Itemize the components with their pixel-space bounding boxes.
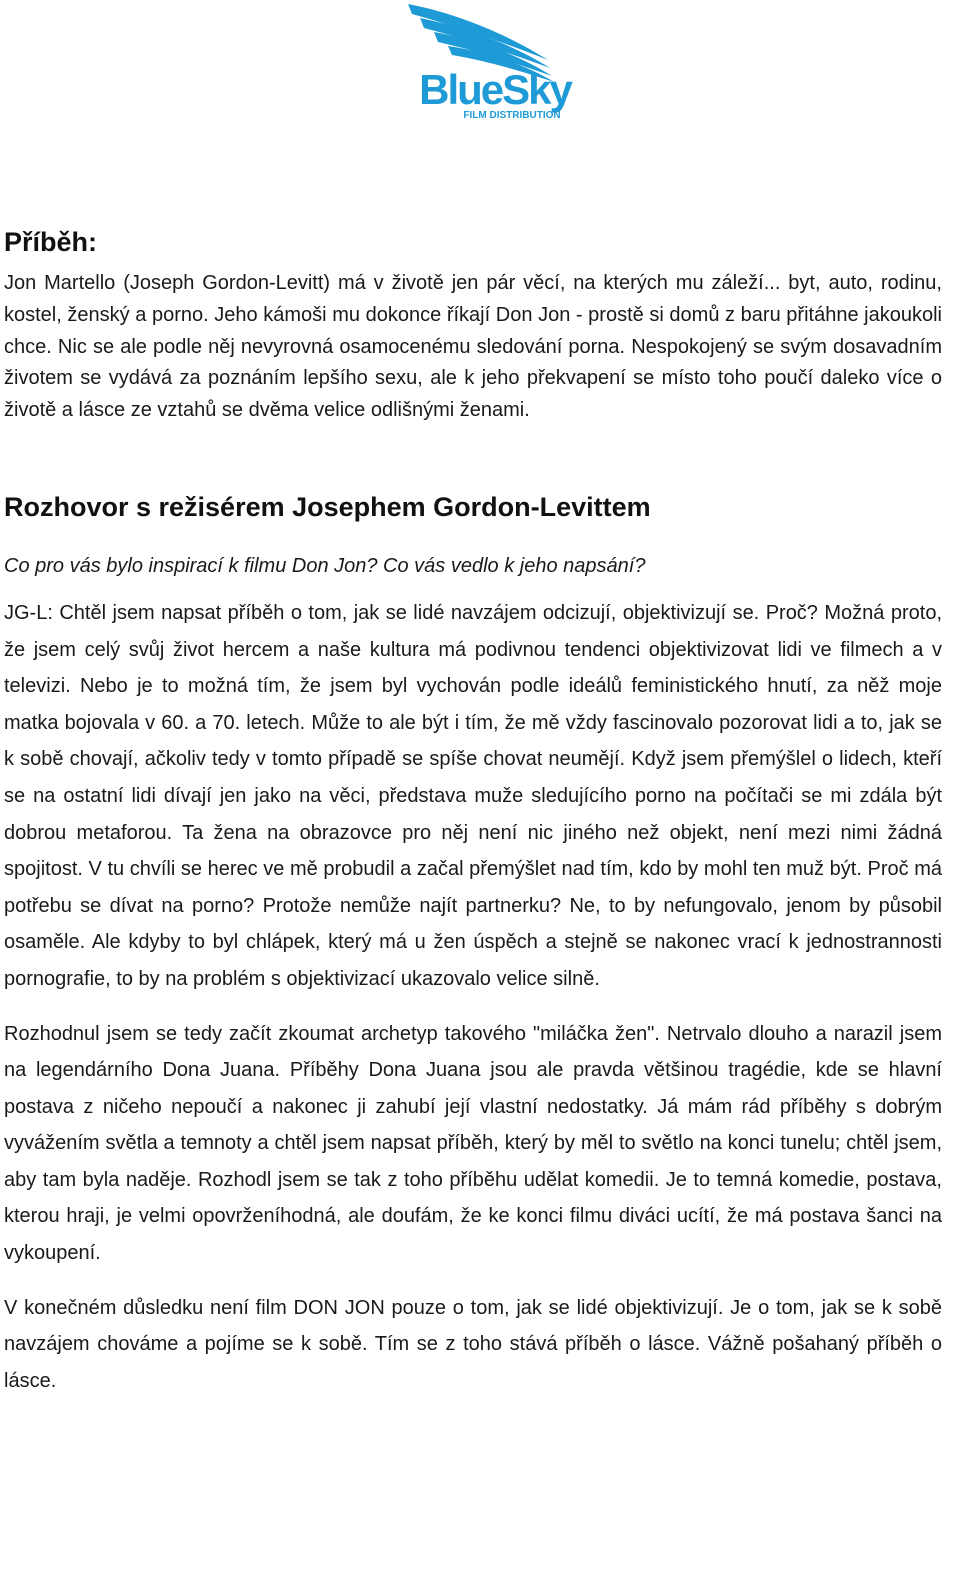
answer-1-text: Chtěl jsem napsat příběh o tom, jak se lidé navzájem odcizují, objektivizují se. Proč? Možná proto, že jsem celý svůj život hercem a naše kultura má podivnou tendenci objektivizovat lidi ve filmech a v televizi. Nebo je to možná tím, že jsem byl vychován podle ideálů feministického hnutí, za něž moje matka bojovala v 60. a 70. letech. Může to ale být i tím, že mě vždy fascinovalo pozorovat lidi a to, jak se k sobě chovají, ačkoliv tedy v tomto případě se spíše chovat neumějí. Když jsem přemýšlel o lidech, kteří se na ostatní lidi dívají jen jako na věci, představa muže sledujícího porno na počítači se mi zdála být dobrou metaforou. Ta žena na obrazovce pro něj není nic jiného než objekt, není mezi nimi žádná spojitost. V tu chvíli se herec ve mě probudil a začal přemýšlet nad tím, kdo by mohl ten muž být. Proč má potřebu se dívat na porno? Protože nemůže najít partnerku? Ne, to by nefungovalo, jenom by působil osaměle. Ale kdyby to byl chlápek, který má u žen úspěch a stejně se nakonec vrací k jednostrannosti pornografie, to by na problém s objektivizací ukazovalo velice silně. bbox=[4, 601, 942, 990]
bluesky-logo-graphic bbox=[390, 0, 600, 128]
interview-answer-2: Rozhodnul jsem se tedy začít zkoumat archetyp takového "miláčka žen". Netrvalo dlouho a narazil jsem na legendárního Dona Juana. Příběhy Dona Juana jsou ale pravda většinou tragédie, kde se hlavní postava z ničeho nepoučí a nakonec ji zahubí její vlastní nedostatky. Já mám rád příběhy s dobrým vyvážením světla a temnoty a chtěl jsem napsat příběh, který by měl to světlo na konci tunelu; chtěl jsem, aby tam byla naděje. Rozhodl jsem se tak z toho příběhu udělat komedii. Je to temná komedie, postava, kterou hraji, je velmi opovrženíhodná, ale doufám, že ke konci filmu diváci ucítí, že má postava šanci na vykoupení. bbox=[4, 1022, 942, 1265]
bluesky-logo bbox=[390, 0, 600, 128]
story-heading: Příběh: bbox=[4, 227, 98, 257]
document-content bbox=[4, 222, 942, 1417]
speaker-label: JG-L: bbox=[4, 601, 53, 624]
logo-subtitle: FILM DISTRIBUTION bbox=[463, 110, 561, 121]
interview-answer-3: V konečném důsledku není film DON JON pouze o tom, jak se lidé objektivizují. Je o tom, jak se k sobě navzájem chováme a pojíme se k sobě. Tím se z toho stává příběh o lásce. Vážně pošahaný příběh o lásce. bbox=[4, 1296, 942, 1392]
logo-wordmark: BlueSky bbox=[419, 66, 571, 113]
interview-answer-1 bbox=[4, 595, 942, 998]
story-paragraph: Jon Martello (Joseph Gordon-Levitt) má v životě jen pár věcí, na kterých mu záleží... byt, auto, rodinu, kostel, ženský a porno. Jeho kámoši mu dokonce říkají Don Jon - prostě si domů z baru přitáhne jakoukoli chce. Nic se ale podle něj nevyrovná osamocenému sledování porna. Nespokojený se svým dosavadním životem se vydává za poznáním lepšího sexu, ale k jeho překvapení se místo toho poučí daleko více o životě a lásce ze vztahů se dvěma velice odlišnými ženami. bbox=[4, 272, 942, 422]
interview-heading: Rozhovor s režisérem Josephem Gordon-Levittem bbox=[4, 491, 651, 522]
interview-question: Co pro vás bylo inspirací k filmu Don Jon? Co vás vedlo k jeho napsání? bbox=[4, 554, 646, 577]
